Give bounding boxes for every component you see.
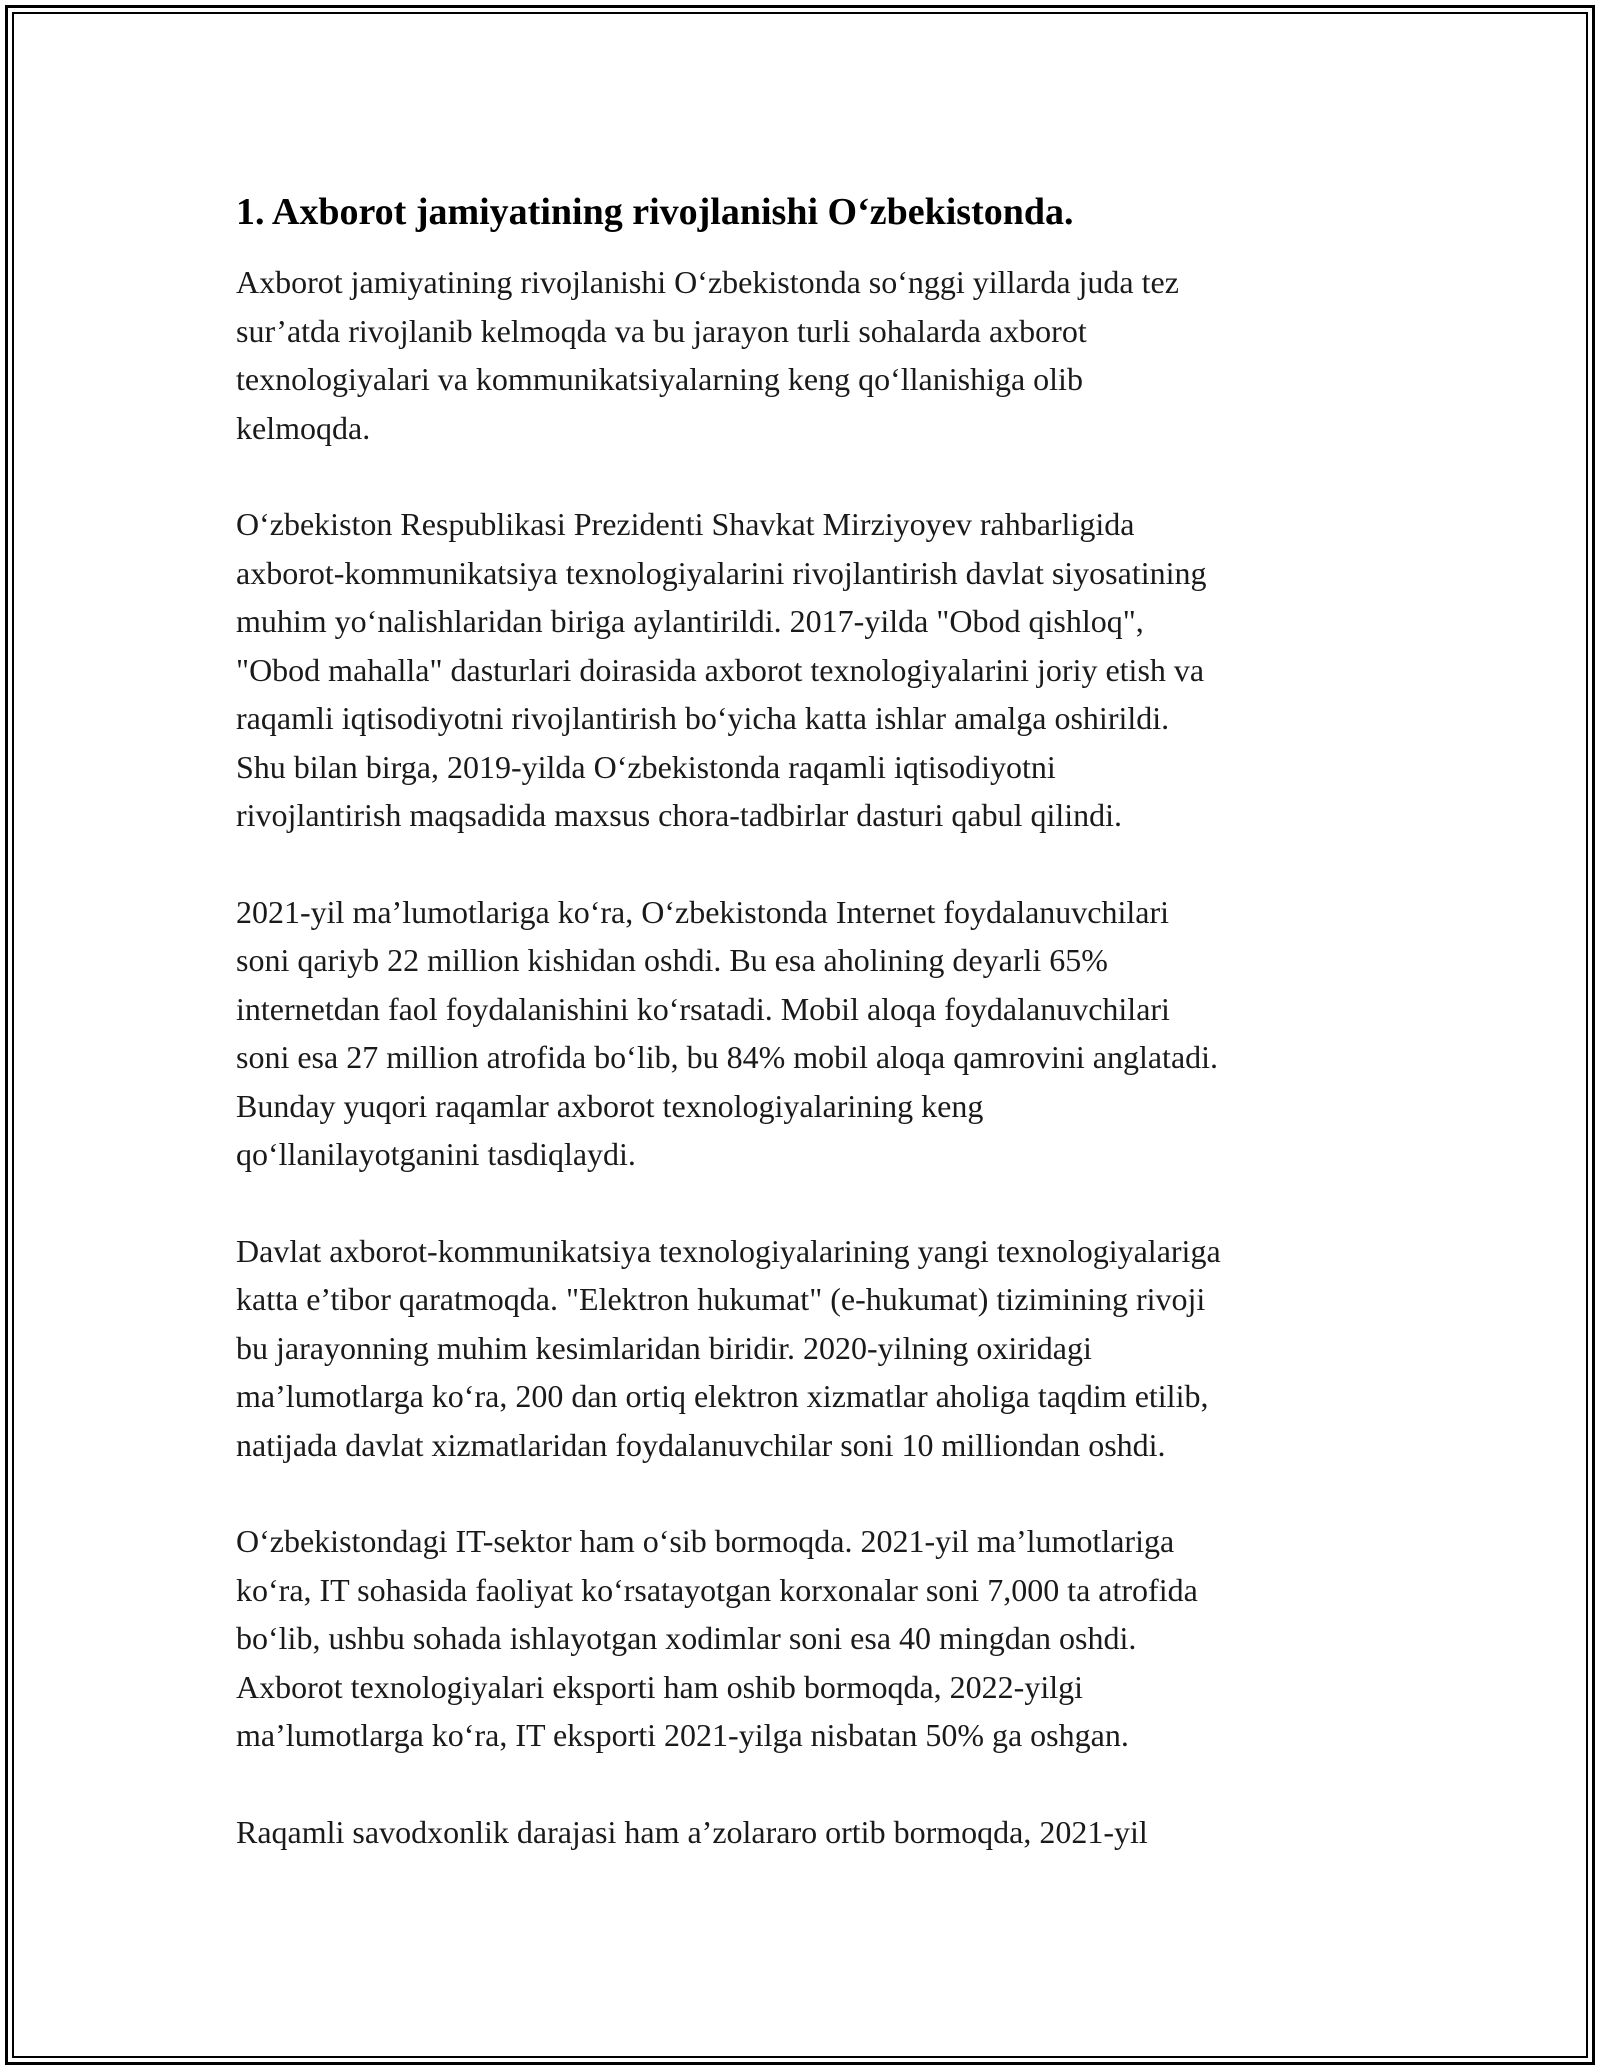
paragraph-it-sector: O‘zbekistondagi IT-sektor ham o‘sib bormoqda. 2021-yil ma’lumotlariga ko‘ra, IT sohasida faoliyat ko‘rsatayotgan korxonalar soni 7,000 ta atrofida bo‘lib, ushbu sohada ishlayotgan xodimlar soni esa 40 mingdan oshdi. Axborot texnologiyalari eksporti ham oshib bormoqda, 2022-yilgi ma’lumotlarga ko‘ra, IT eksporti 2021-yilga nisbatan 50% ga oshgan. [236,1523,1198,1753]
section-title: 1. Axborot jamiyatining rivojlanishi O‘zbekistonda. [236,191,1074,233]
paragraph-policy: O‘zbekiston Respublikasi Prezidenti Shavkat Mirziyoyev rahbarligida axborot-kommunikatsiya texnologiyalarini rivojlantirish davlat siyosatining muhim yo‘nalishlaridan biriga aylantirildi. 2017-yilda "Obod qishloq", "Obod mahalla" dasturlari doirasida axborot texnologiyalarini joriy etish va raqamli iqtisodiyotni rivojlantirish bo‘yicha katta ishlar amalga oshirildi. Shu bilan birga, 2019-yilda O‘zbekistonda raqamli iqtisodiyotni rivojlantirish maqsadida maxsus chora-tadbirlar dasturi qabul qilindi. [236,506,1207,833]
paragraph-internet-stats: 2021-yil ma’lumotlariga ko‘ra, O‘zbekistonda Internet foydalanuvchilari soni qariyb 22 million kishidan oshdi. Bu esa aholining deyarli 65% internetdan faol foydalanishini ko‘rsatadi. Mobil aloqa foydalanuvchilari soni esa 27 million atrofida bo‘lib, bu 84% mobil aloqa qamrovini anglatadi. Bunday yuqori raqamlar axborot texnologiyalarining keng qo‘llanilayotganini tasdiqlaydi. [236,893,1219,1172]
paragraph-digital-literacy: Raqamli savodxonlik darajasi ham a’zolararo ortib bormoqda, 2021-yil [236,1813,1148,1850]
document-body [236,186,1376,1904]
paragraph-e-government: Davlat axborot-kommunikatsiya texnologiyalarining yangi texnologiyalariga katta e’tibor qaratmoqda. "Elektron hukumat" (e-hukumat) tizimining rivoji bu jarayonning muhim kesimlaridan biridir. 2020-yilning oxiridagi ma’lumotlarga ko‘ra, 200 dan ortiq elektron xizmatlar aholiga taqdim etilib, natijada davlat xizmatlaridan foydalanuvchilar soni 10 milliondan oshdi. [236,1232,1221,1463]
paragraph-intro: Axborot jamiyatining rivojlanishi O‘zbekistonda so‘nggi yillarda juda tez sur’atda rivojlanib kelmoqda va bu jarayon turli sohalarda axborot texnologiyalari va kommunikatsiyalarning keng qo‘llanishiga olib kelmoqda. [236,264,1179,446]
